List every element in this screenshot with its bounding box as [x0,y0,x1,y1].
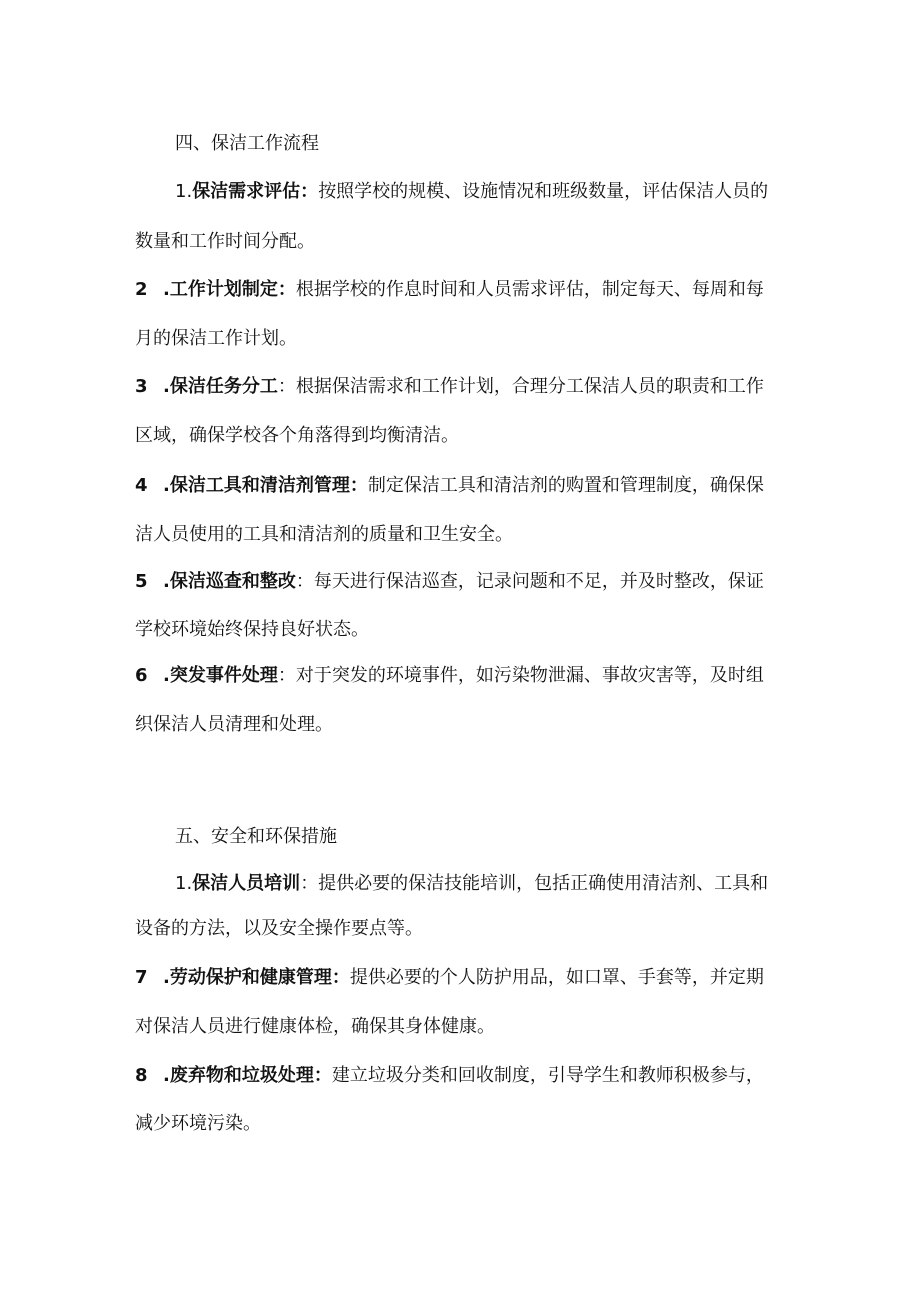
list-item [175,872,768,896]
item-continuation: 学校环境始终保持良好状态。 [135,619,369,640]
item-continuation: 设备的方法，以及安全操作要点等。 [135,918,423,939]
item-continuation: 织保洁人员清理和处理。 [135,714,333,735]
item-continuation: 减少环境污染。 [135,1113,261,1134]
item-number: 2 [135,279,148,300]
item-title: .突发事件处理 [163,665,278,686]
item-number: 1. [175,181,193,202]
item-title: 保洁人员培训 [192,873,301,894]
item-number: 8 [135,1065,148,1086]
item-text: 提供必要的个人防护用品，如口罩、手套等，并定期 [349,967,764,988]
item-number: 1. [175,873,193,894]
item-title: .废弃物和垃圾处理： [163,1065,332,1086]
list-item [135,278,764,302]
list-item [135,474,764,498]
item-continuation: 对保洁人员进行健康体检，确保其身体健康。 [135,1016,495,1037]
item-continuation: 月的保洁工作计划。 [135,328,297,349]
item-title: .保洁任务分工 [163,376,278,397]
item-text: ：根据保洁需求和工作计划，合理分工保洁人员的职责和工作 [277,376,764,397]
item-title: .工作计划制定： [163,279,296,300]
item-text: 制定保洁工具和清洁剂的购置和管理制度，确保保 [367,475,764,496]
section-heading-4: 四、保洁工作流程 [175,133,319,154]
item-number: 5 [135,571,148,592]
item-number: 6 [135,665,148,686]
item-number: 7 [135,967,148,988]
item-title: .保洁巡查和整改 [163,571,296,592]
item-continuation: 区域，确保学校各个角落得到均衡清洁。 [135,425,459,446]
list-item [135,570,764,594]
item-title: .保洁工具和清洁剂管理： [163,475,368,496]
item-title: .劳动保护和健康管理： [163,967,350,988]
list-item [135,1064,764,1088]
item-number: 3 [135,376,148,397]
item-continuation: 数量和工作时间分配。 [135,231,315,252]
item-text: 按照学校的规模、设施情况和班级数量，评估保洁人员的 [318,181,769,202]
list-item [135,375,764,399]
item-number: 4 [135,475,148,496]
item-text: 根据学校的作息时间和人员需求评估，制定每天、每周和每 [295,279,764,300]
item-text: 建立垃圾分类和回收制度，引导学生和教师积极参与， [331,1065,764,1086]
list-item [135,966,764,990]
item-title: 保洁需求评估： [192,181,319,202]
item-text: ：每天进行保洁巡查，记录问题和不足，并及时整改，保证 [295,571,764,592]
list-item [135,664,764,688]
list-item [175,180,768,204]
item-text: ：对于突发的环境事件，如污染物泄漏、事故灾害等，及时组 [277,665,764,686]
item-continuation: 洁人员使用的工具和清洁剂的质量和卫生安全。 [135,524,513,545]
item-text: ：提供必要的保洁技能培训，包括正确使用清洁剂、工具和 [300,873,769,894]
section-heading-5: 五、安全和环保措施 [175,826,337,847]
